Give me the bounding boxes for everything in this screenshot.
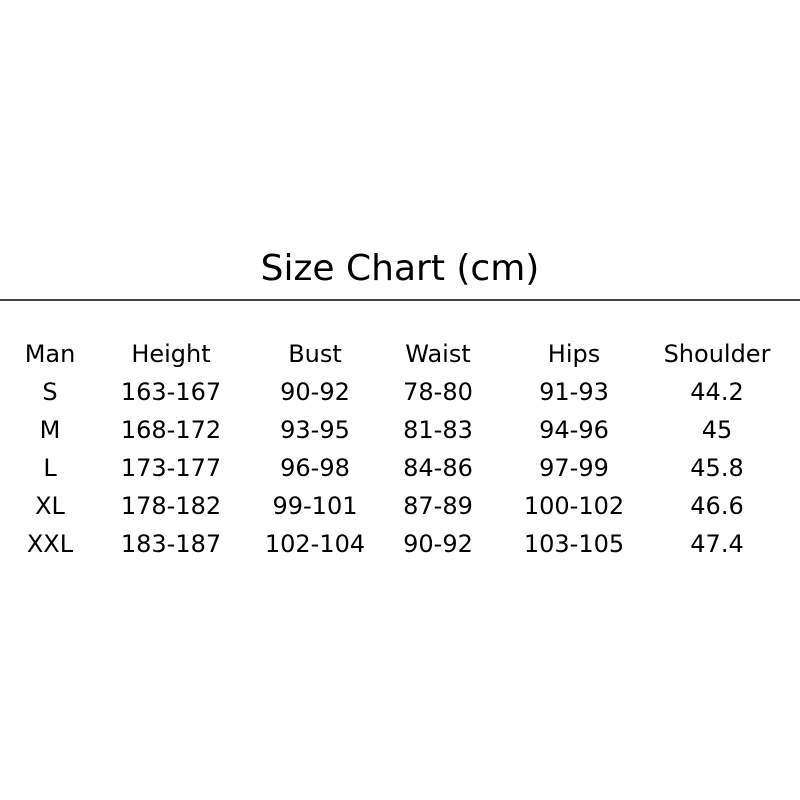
page-title: Size Chart (cm) (260, 248, 540, 289)
shoulder-cell: 46.6 (690, 492, 744, 520)
bust-cell: 102-104 (264, 530, 366, 558)
height-cell: 163-167 (120, 378, 222, 406)
hips-cell: 100-102 (523, 492, 625, 520)
bust-cell: 96-98 (280, 454, 350, 482)
height-cell: 178-182 (120, 492, 222, 520)
waist-cell: 90-92 (403, 530, 473, 558)
size-cell: S (42, 378, 58, 406)
bust-cell: 99-101 (272, 492, 358, 520)
waist-cell: 84-86 (403, 454, 473, 482)
table-row (0, 487, 800, 525)
hips-cell: 94-96 (539, 416, 609, 444)
size-cell: XXL (26, 530, 74, 558)
waist-cell: 87-89 (403, 492, 473, 520)
table-row (0, 525, 800, 563)
table-row (0, 411, 800, 449)
bust-cell: 93-95 (280, 416, 350, 444)
shoulder-cell: 45 (701, 416, 733, 444)
table-row (0, 449, 800, 487)
shoulder-cell: 47.4 (690, 530, 744, 558)
table-row (0, 373, 800, 411)
header-man: Man (24, 340, 76, 368)
height-cell: 168-172 (120, 416, 222, 444)
hips-cell: 97-99 (539, 454, 609, 482)
size-cell: XL (35, 492, 65, 520)
hips-cell: 103-105 (523, 530, 625, 558)
height-cell: 183-187 (120, 530, 222, 558)
title-divider (0, 299, 800, 301)
header-waist: Waist (405, 340, 471, 368)
waist-cell: 81-83 (403, 416, 473, 444)
waist-cell: 78-80 (403, 378, 473, 406)
size-cell: L (43, 454, 57, 482)
header-hips: Hips (547, 340, 601, 368)
size-cell: M (39, 416, 61, 444)
bust-cell: 90-92 (280, 378, 350, 406)
header-bust: Bust (288, 340, 342, 368)
height-cell: 173-177 (120, 454, 222, 482)
header-height: Height (131, 340, 211, 368)
size-table (0, 335, 800, 563)
hips-cell: 91-93 (539, 378, 609, 406)
shoulder-cell: 44.2 (690, 378, 744, 406)
shoulder-cell: 45.8 (690, 454, 744, 482)
header-shoulder: Shoulder (663, 340, 771, 368)
table-header-row (0, 335, 800, 373)
